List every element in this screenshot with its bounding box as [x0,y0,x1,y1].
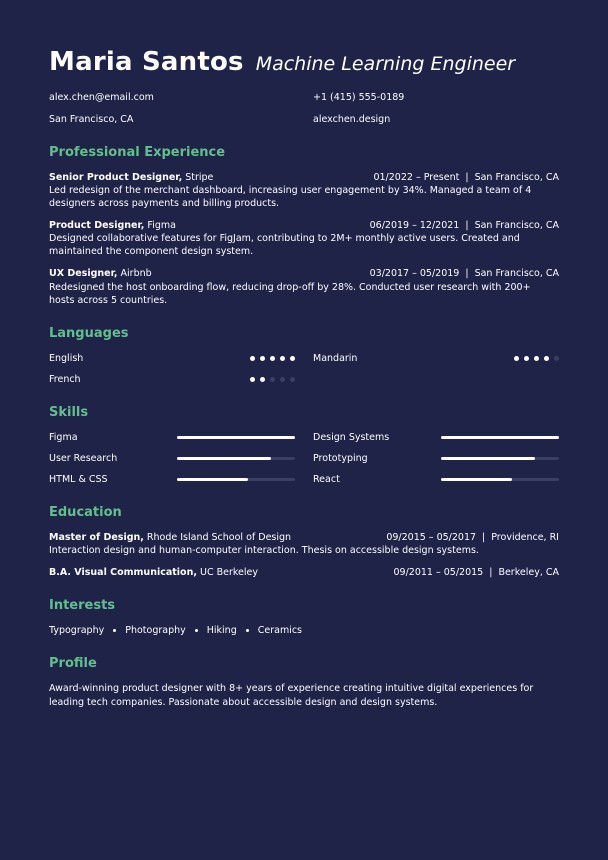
section-title-languages: Languages [49,325,129,341]
section-title-skills: Skills [49,404,89,420]
job-description: Led redesign of the merchant dashboard, increasing user engagement by 34%. Managed a team of 4 designers across payments and billing products. [49,184,532,209]
degree-title: B.A. Visual Communication, [49,567,197,579]
rating-dot-filled-icon [270,356,275,361]
contact-email[interactable]: alex.chen@email.com [49,91,154,103]
rating-dot-filled-icon [260,356,265,361]
education-location: Providence, RI [491,532,559,544]
job-location: San Francisco, CA [474,268,559,280]
interest-item: Hiking [206,625,237,637]
interest-item: Photography [125,625,186,637]
language-name: Mandarin [313,352,358,364]
job-title: UX Designer, [49,268,118,280]
skill-bar [441,457,559,460]
rating-dot-filled-icon [534,356,539,361]
job-company: Airbnb [120,268,152,280]
education-entry: B.A. Visual Communication, UC Berkeley 09/2011 – 05/2015 | Berkeley, CA [49,567,559,579]
bullet-separator-icon [195,629,198,632]
skill-bar-fill [177,436,295,439]
language-rating [250,356,295,361]
rating-dot-empty-icon [270,377,275,382]
job-location: San Francisco, CA [474,220,559,232]
education-location: Berkeley, CA [498,567,559,579]
skill-bar [177,457,295,460]
skill-bar [177,436,295,439]
skills-grid [49,431,559,486]
experience-list [49,171,559,307]
job-description: Designed collaborative features for FigJam, contributing to 2M+ monthly active users. Created and maintained the component design system. [49,233,520,258]
skill-item [49,431,313,444]
language-rating [250,377,295,382]
contact-phone[interactable]: +1 (415) 555-0189 [313,91,405,103]
school-name: UC Berkeley [199,567,258,579]
language-item [313,352,559,365]
skill-bar-fill [441,478,512,481]
language-item [49,352,313,365]
rating-dot-filled-icon [524,356,529,361]
skill-bar-fill [177,457,271,460]
language-name: English [49,352,84,364]
skill-item [49,473,313,486]
skill-name: User Research [49,452,118,464]
job-title: Product Designer, [49,220,145,232]
job-dates: 03/2017 – 05/2019 [369,268,460,280]
candidate-role: Machine Learning Engineer [255,53,516,75]
skill-item [313,473,559,486]
degree-title: Master of Design, [49,532,144,544]
education-entry: Master of Design, Rhode Island School of Design 09/2015 – 05/2017 | Providence, RI Interaction design and human-computer interaction. Thesis on accessible design systems. [49,532,559,557]
job-company: Figma [147,220,176,232]
rating-dot-empty-icon [280,377,285,382]
resume-header [49,48,559,77]
language-item [49,373,313,386]
skill-name: React [313,474,340,486]
contact-info [49,91,559,126]
job-dates: 01/2022 – Present [373,171,460,183]
education-dates: 09/2015 – 05/2017 [386,532,477,544]
skill-name: Prototyping [313,452,368,464]
school-name: Rhode Island School of Design [146,532,292,544]
contact-location: San Francisco, CA [49,113,134,125]
skill-bar [441,478,559,481]
job-description: Redesigned the host onboarding flow, reducing drop-off by 28%. Conducted user research with 200+ hosts across 5 countries. [49,281,531,306]
job-title: Senior Product Designer, [49,171,183,183]
skill-bar-fill [441,436,559,439]
section-title-profile: Profile [49,656,97,672]
interests-list [49,624,559,637]
skill-name: HTML & CSS [49,474,108,486]
job-company: Stripe [185,171,214,183]
section-title-experience: Professional Experience [49,144,226,160]
interest-item: Ceramics [257,625,303,637]
skill-name: Design Systems [313,431,390,443]
rating-dot-filled-icon [280,356,285,361]
skill-item [313,452,559,465]
rating-dot-filled-icon [290,356,295,361]
experience-entry: Senior Product Designer, Stripe 01/2022 – Present | San Francisco, CA Led redesign of the merchant dashboard, increasing user engagement by 34%. Managed a team of 4 designers across payments and billing products. [49,171,559,209]
section-title-education: Education [49,505,122,521]
job-dates: 06/2019 – 12/2021 [369,220,460,232]
section-title-interests: Interests [49,598,116,614]
rating-dot-filled-icon [544,356,549,361]
experience-entry: Product Designer, Figma 06/2019 – 12/2021 | San Francisco, CA Designed collaborative features for FigJam, contributing to 2M+ monthly active users. Created and maintained the component design system. [49,220,559,258]
skill-name: Figma [49,431,78,443]
skill-bar-fill [441,457,535,460]
rating-dot-filled-icon [250,356,255,361]
education-dates: 09/2011 – 05/2015 [393,567,484,579]
skill-bar [441,436,559,439]
profile-summary: Award-winning product designer with 8+ years of experience creating intuitive digital experiences for leading tech companies. Passionate about accessible design and design systems. [49,683,534,708]
language-name: French [49,373,81,385]
bullet-separator-icon [246,629,249,632]
rating-dot-filled-icon [260,377,265,382]
language-rating [514,356,559,361]
skill-item [49,452,313,465]
experience-entry: UX Designer, Airbnb 03/2017 – 05/2019 | San Francisco, CA Redesigned the host onboarding flow, reducing drop-off by 28%. Conducted user research with 200+ hosts across 5 countries. [49,268,559,306]
education-list [49,531,559,579]
skill-bar-fill [177,478,248,481]
interest-item: Typography [49,625,105,637]
languages-grid [49,352,559,386]
skill-bar [177,478,295,481]
skill-item [313,431,559,444]
education-description: Interaction design and human-computer interaction. Thesis on accessible design systems. [49,545,479,557]
candidate-name: Maria Santos [49,47,244,77]
bullet-separator-icon [113,629,116,632]
rating-dot-filled-icon [250,377,255,382]
contact-website[interactable]: alexchen.design [313,113,391,125]
rating-dot-filled-icon [514,356,519,361]
rating-dot-empty-icon [554,356,559,361]
job-location: San Francisco, CA [474,171,559,183]
rating-dot-empty-icon [290,377,295,382]
